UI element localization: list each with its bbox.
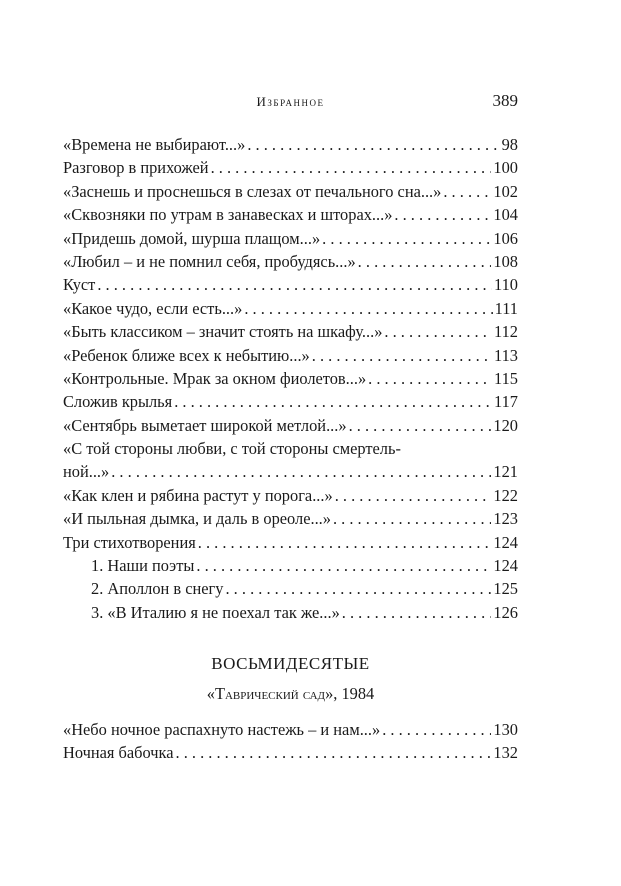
toc-entry-title: «Времена не выбирают...» — [63, 135, 246, 154]
dot-leader — [196, 554, 491, 577]
dot-leader — [111, 460, 491, 483]
toc-entry — [63, 156, 518, 179]
toc-entry-title: «Заснешь и проснешься в слезах от печального сна...» — [63, 181, 442, 201]
dot-leader — [176, 741, 492, 764]
toc-entry-title: «Контрольные. Мрак за окном фиолетов...» — [63, 368, 367, 388]
toc-entry-page: 117 — [494, 392, 518, 412]
toc-entry-page: 110 — [494, 275, 518, 295]
toc-entry-page: 112 — [494, 322, 518, 342]
table-of-contents-section — [63, 718, 518, 765]
toc-entry — [63, 320, 518, 343]
toc-entry — [63, 414, 518, 437]
collection-subheading: «Таврический сад», 1984 — [206, 684, 375, 703]
toc-entry-title: Разговор в прихожей — [63, 158, 209, 178]
dot-leader — [384, 320, 492, 343]
toc-entry-page: 111 — [494, 298, 518, 318]
dot-leader — [198, 531, 492, 554]
dot-leader — [244, 297, 492, 320]
dot-leader — [312, 344, 492, 367]
toc-entry — [63, 741, 518, 764]
toc-entry-page: 115 — [494, 368, 518, 388]
toc-entry-page: 126 — [493, 602, 518, 622]
toc-entry — [63, 297, 518, 320]
dot-leader — [97, 273, 492, 296]
toc-entry-title: Ночная бабочка — [63, 743, 174, 763]
toc-entry-page: 106 — [493, 228, 518, 248]
toc-entry — [63, 507, 518, 530]
toc-entry — [63, 203, 518, 226]
toc-entry — [63, 531, 518, 554]
toc-entry — [63, 484, 518, 507]
toc-entry — [63, 250, 518, 273]
toc-entry-title: «Какое чудо, если есть...» — [63, 298, 243, 318]
toc-entry-page: 124 — [493, 556, 518, 576]
toc-entry-page: 120 — [493, 415, 518, 435]
toc-entry — [63, 133, 518, 156]
toc-entry-title: «Ребенок ближе всех к небытию...» — [63, 345, 310, 365]
toc-entry-title: 1. Наши поэты — [91, 556, 195, 576]
toc-entry — [63, 390, 518, 413]
toc-entry-page: 125 — [493, 579, 518, 599]
dot-leader — [368, 367, 492, 390]
dot-leader — [349, 414, 492, 437]
toc-entry — [63, 460, 518, 483]
dot-leader — [358, 250, 492, 273]
dot-leader — [174, 390, 492, 413]
section-heading: ВОСЬМИДЕСЯТЫЕ — [211, 654, 370, 673]
toc-entry-title: «Сквозняки по утрам в занавесках и шторах...» — [63, 205, 393, 225]
toc-entry-page: 104 — [493, 205, 518, 225]
page-number: 389 — [492, 91, 518, 110]
toc-entry — [63, 273, 518, 296]
toc-entry-page: 113 — [494, 345, 518, 365]
toc-entry-page: 108 — [493, 251, 518, 271]
toc-entry-page: 132 — [493, 743, 518, 763]
toc-entry-page: 122 — [493, 485, 518, 505]
table-of-contents — [63, 133, 518, 624]
toc-entry-page: 121 — [493, 462, 518, 482]
toc-entry-title: «Небо ночное распахнуто настежь – и нам...» — [63, 720, 381, 739]
toc-entry-title: «Быть классиком – значит стоять на шкафу...» — [63, 322, 383, 342]
toc-entry-title: 3. «В Италию я не поехал так же...» — [91, 602, 340, 622]
toc-entry-title: «Придешь домой, шурша плащом...» — [63, 228, 321, 248]
dot-leader — [382, 718, 491, 741]
toc-entry-title: 2. Аполлон в снегу — [91, 579, 224, 599]
dot-leader — [225, 577, 491, 600]
toc-entry-page: 102 — [493, 181, 518, 201]
toc-entry — [63, 180, 518, 203]
toc-entry-title: «И пыльная дымка, и даль в ореоле...» — [63, 509, 331, 529]
toc-entry-page: 98 — [501, 135, 518, 154]
toc-entry — [63, 601, 518, 624]
toc-entry-title: Сложив крылья — [63, 392, 173, 412]
dot-leader — [247, 133, 499, 156]
toc-entry-title-continuation: ной...» — [63, 462, 110, 482]
toc-entry-page: 124 — [493, 532, 518, 552]
toc-entry — [63, 554, 518, 577]
dot-leader — [443, 180, 491, 203]
toc-entry — [63, 718, 518, 741]
dot-leader — [394, 203, 491, 226]
toc-entry-page: 100 — [493, 158, 518, 178]
dot-leader — [335, 484, 492, 507]
toc-entry-page: 123 — [493, 509, 518, 529]
toc-entry-title-line: «С той стороны любви, с той стороны смертель- — [63, 439, 401, 459]
toc-entry — [63, 227, 518, 250]
toc-entry-title: Куст — [63, 275, 96, 295]
toc-entry-page: 130 — [493, 720, 518, 739]
dot-leader — [211, 156, 492, 179]
toc-entry-title: «Как клен и рябина растут у порога...» — [63, 485, 333, 505]
toc-entry-title: «Любил – и не помнил себя, пробудясь...» — [63, 251, 356, 271]
running-title: Избранное — [256, 94, 325, 109]
dot-leader — [322, 227, 491, 250]
running-head — [63, 91, 518, 113]
toc-entry-title: «Сентябрь выметает широкой метлой...» — [63, 415, 347, 435]
toc-entry — [63, 367, 518, 390]
toc-entry — [63, 344, 518, 367]
dot-leader — [333, 507, 491, 530]
dot-leader — [342, 601, 492, 624]
toc-entry — [63, 577, 518, 600]
toc-entry-title: Три стихотворения — [63, 532, 196, 552]
